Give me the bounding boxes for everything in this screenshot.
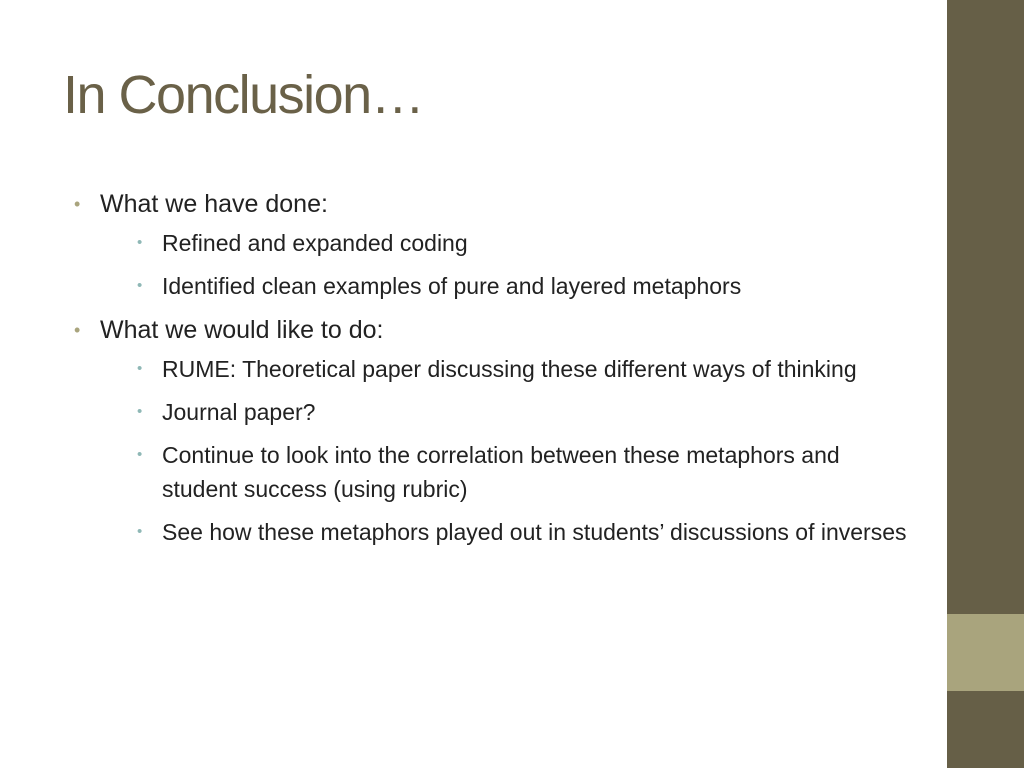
sub-bullet-text: Refined and expanded coding (162, 230, 468, 256)
sub-bullet-item (100, 226, 912, 260)
decorative-side-accent-block (947, 614, 1024, 691)
bullet-item-todo (72, 312, 912, 549)
bullet-dot-icon: • (137, 403, 143, 420)
bullet-dot-icon: • (137, 360, 143, 377)
slide-content (72, 186, 912, 558)
sub-bullet-item (100, 352, 912, 386)
sub-bullet-text: See how these metaphors played out in students’ discussions of inverses (162, 519, 907, 545)
sub-bullet-text: Identified clean examples of pure and layered metaphors (162, 273, 742, 299)
bullet-heading: What we have done: (100, 190, 328, 218)
sub-bullet-list (100, 226, 912, 303)
bullet-dot-icon: • (137, 277, 143, 294)
slide-title: In Conclusion… (63, 65, 424, 125)
bullet-dot-icon: • (137, 234, 143, 251)
sub-bullet-item (100, 438, 912, 506)
bullet-dot-icon: • (137, 446, 143, 463)
bullet-heading: What we would like to do: (100, 316, 384, 344)
bullet-dot-icon: • (74, 320, 81, 340)
sub-bullet-item (100, 269, 912, 303)
bullet-dot-icon: • (74, 194, 81, 214)
bullet-list (72, 186, 912, 549)
sub-bullet-list (100, 352, 912, 549)
sub-bullet-text: Continue to look into the correlation between these metaphors and student success (using rubric) (162, 442, 840, 502)
sub-bullet-text: RUME: Theoretical paper discussing these different ways of thinking (162, 356, 857, 382)
sub-bullet-item (100, 515, 912, 549)
bullet-dot-icon: • (137, 523, 143, 540)
bullet-item-done (72, 186, 912, 303)
sub-bullet-item (100, 395, 912, 429)
sub-bullet-text: Journal paper? (162, 399, 316, 425)
